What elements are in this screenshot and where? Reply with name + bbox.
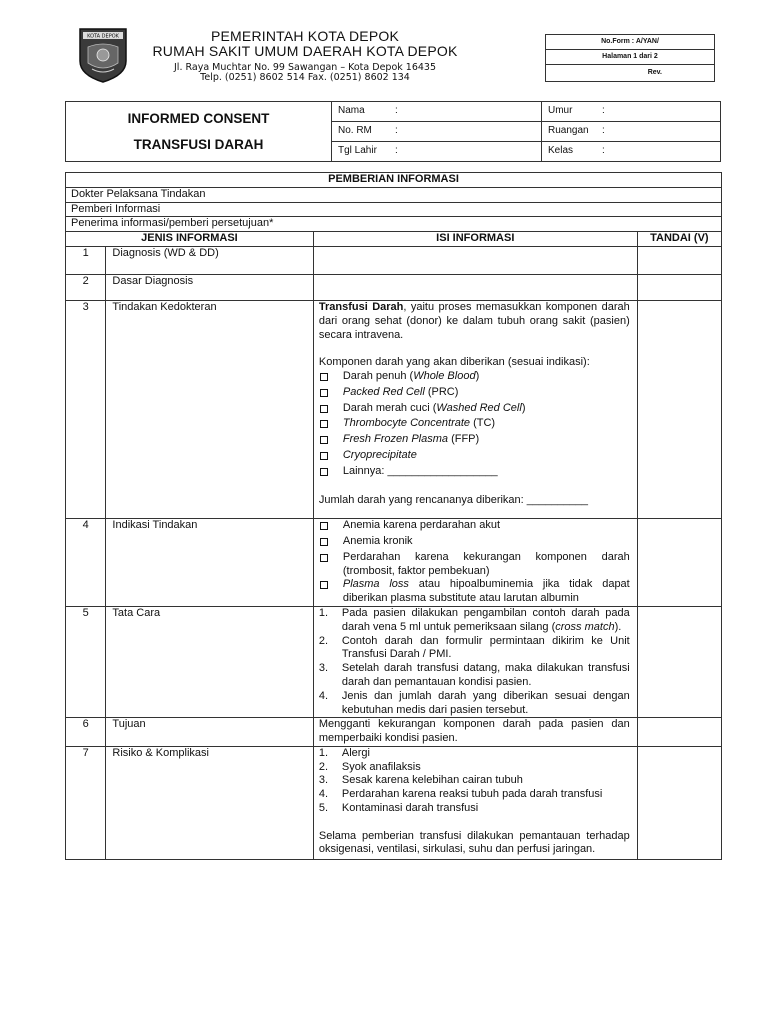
- table-row: [66, 300, 722, 518]
- list-text: Contoh darah dan formulir permintaan dikirim ke Unit Transfusi Darah / PMI.: [341, 634, 630, 661]
- row-jenis: Indikasi Tindakan: [106, 519, 313, 607]
- list-item: [319, 788, 630, 802]
- page-count: Halaman 1 dari 2: [546, 50, 715, 65]
- option-text: Darah merah cuci (: [342, 401, 437, 414]
- tgl-lahir-field[interactable]: [332, 142, 542, 162]
- monitoring-note: Selama pemberian transfusi dilakukan pemantauan terhadap oksigenasi, ventilasi, sirkulasi, suhu dan perfusi jaringan.: [318, 829, 630, 856]
- checkbox-icon[interactable]: [320, 538, 328, 546]
- list-item: [319, 761, 630, 775]
- form-title-line2: TRANSFUSI DARAH: [133, 136, 264, 152]
- ruangan-field[interactable]: [542, 122, 721, 142]
- letterhead-phone: Telp. (0251) 8602 514 Fax. (0251) 8602 134: [200, 72, 410, 84]
- nama-label: Nama: [338, 105, 365, 116]
- tindakan-name: Transfusi Darah: [318, 300, 404, 313]
- checkbox-icon[interactable]: [320, 373, 328, 381]
- letterhead-line1: PEMERINTAH KOTA DEPOK: [210, 28, 400, 44]
- row-isi: [313, 746, 637, 859]
- umur-label: Umur: [548, 105, 573, 116]
- row-jenis: Risiko & Komplikasi: [106, 746, 313, 859]
- list-item: [319, 635, 630, 663]
- checkbox-icon[interactable]: [320, 522, 328, 530]
- row-isi-input[interactable]: [313, 246, 637, 274]
- checkbox-icon[interactable]: [320, 468, 328, 476]
- checkbox-option[interactable]: [319, 386, 630, 402]
- section-title: PEMBERIAN INFORMASI: [66, 173, 722, 188]
- list-number: 5.: [318, 802, 329, 815]
- kelas-field[interactable]: [542, 142, 721, 162]
- tanda-cell[interactable]: [637, 246, 721, 274]
- checkbox-icon[interactable]: [320, 405, 328, 413]
- no-rm-label: No. RM: [338, 125, 372, 136]
- list-text: ).: [614, 620, 622, 633]
- row-jenis: Dasar Diagnosis: [106, 274, 313, 300]
- row-isi: Mengganti kekurangan komponen darah pada pasien dan memperbaiki kondisi pasien.: [313, 718, 637, 747]
- table-row: [66, 274, 722, 300]
- table-row: [66, 519, 722, 607]
- option-term: Packed Red Cell: [342, 385, 425, 398]
- row-number: 4: [66, 519, 106, 607]
- row-isi: [313, 519, 637, 607]
- list-text: Kontaminasi darah transfusi: [341, 802, 479, 815]
- row-number: 5: [66, 606, 106, 717]
- list-number: 3.: [318, 662, 329, 675]
- nama-colon: :: [395, 105, 398, 116]
- row-jenis: Tujuan: [106, 718, 313, 747]
- option-term: Thrombocyte Concentrate: [342, 417, 471, 430]
- checkbox-option[interactable]: [319, 519, 630, 535]
- option-text: Lainnya: __________________: [342, 464, 498, 477]
- option-text: Anemia kronik: [342, 534, 413, 547]
- option-term: Cryoprecipitate: [342, 448, 417, 461]
- list-text: Pada pasien dilakukan pengambilan contoh darah pada darah vena 5 ml untuk pemeriksaan silang (: [341, 606, 630, 633]
- checkbox-option[interactable]: [319, 465, 630, 481]
- option-text: Darah penuh (: [342, 369, 414, 382]
- option-term: Fresh Frozen Plasma: [342, 433, 449, 446]
- row-jenis: Tindakan Kedokteran: [106, 300, 313, 518]
- information-table: [65, 172, 722, 860]
- nama-field[interactable]: [332, 102, 542, 122]
- table-row: [66, 746, 722, 859]
- pemberi-informasi-row[interactable]: Pemberi Informasi: [66, 202, 722, 217]
- row-isi-input[interactable]: [313, 274, 637, 300]
- row-number: 2: [66, 274, 106, 300]
- list-number: 2.: [318, 760, 329, 773]
- tanda-cell[interactable]: [637, 606, 721, 717]
- col-header-tanda: TANDAI (V): [637, 232, 721, 247]
- kelas-colon: :: [602, 145, 605, 156]
- list-item: [319, 607, 630, 635]
- option-term: Plasma loss: [342, 578, 409, 591]
- row-isi: [313, 300, 637, 518]
- form-title-line1: INFORMED CONSENT: [127, 110, 270, 126]
- option-text: (PRC): [424, 385, 459, 398]
- tindakan-description: [319, 301, 630, 342]
- checkbox-option[interactable]: [319, 578, 630, 606]
- checkbox-icon[interactable]: [320, 452, 328, 460]
- list-text: Setelah darah transfusi datang, maka dilakukan transfusi darah dan pemantauan kondisi pasien.: [341, 662, 630, 688]
- checkbox-option[interactable]: [319, 449, 630, 465]
- revision: Rev.: [546, 65, 715, 82]
- penerima-informasi-row[interactable]: Penerima informasi/pemberi persetujuan*: [66, 217, 722, 232]
- letterhead: [130, 29, 480, 84]
- umur-field[interactable]: [542, 102, 721, 122]
- row-number: 7: [66, 746, 106, 859]
- logo-text: KOTA DEPOK: [87, 33, 119, 40]
- option-text: Perdarahan karena kekurangan komponen darah (trombosit, faktor pembekuan): [342, 550, 630, 577]
- list-term: cross match: [555, 620, 615, 633]
- checkbox-icon[interactable]: [320, 420, 328, 428]
- list-item: [319, 802, 630, 816]
- patient-identity-table: [65, 101, 721, 162]
- col-header-isi: ISI INFORMASI: [313, 232, 637, 247]
- tanda-cell[interactable]: [637, 718, 721, 747]
- list-text: Jenis dan jumlah darah yang diberikan sesuai dengan kebutuhan medis dari pasien tersebut.: [341, 689, 630, 716]
- table-row: [66, 606, 722, 717]
- option-text: atau hipoalbuminemia jika tidak dapat diberikan plasma substitute atau larutan albumin: [342, 578, 630, 605]
- list-number: 1.: [318, 606, 329, 619]
- tindakan-text: , yaitu proses memasukkan komponen darah dari orang sehat (donor) ke dalam tubuh orang sakit (pasien) secara intravena.: [318, 300, 630, 341]
- letterhead-address: Jl. Raya Muchtar No. 99 Sawangan – Kota Depok 16435: [174, 61, 436, 73]
- col-header-jenis: JENIS INFORMASI: [66, 232, 314, 247]
- ruangan-label: Ruangan: [548, 125, 589, 136]
- option-term: Washed Red Cell: [436, 401, 522, 414]
- list-text: Perdarahan karena reaksi tubuh pada darah transfusi: [341, 788, 603, 801]
- list-item: [319, 774, 630, 788]
- list-number: 1.: [318, 746, 329, 759]
- checkbox-icon[interactable]: [320, 436, 328, 444]
- row-number: 1: [66, 246, 106, 274]
- tanda-cell[interactable]: [637, 300, 721, 518]
- checkbox-option[interactable]: [319, 551, 630, 579]
- checkbox-option[interactable]: [319, 370, 630, 386]
- row-number: 6: [66, 718, 106, 747]
- tgl-lahir-label: Tgl Lahir: [338, 145, 377, 156]
- tanda-cell[interactable]: [637, 519, 721, 607]
- kelas-label: Kelas: [548, 145, 574, 156]
- option-text: ): [475, 369, 480, 382]
- row-isi: [313, 606, 637, 717]
- letterhead-line2: RUMAH SAKIT UMUM DAERAH KOTA DEPOK: [152, 43, 458, 60]
- checkbox-option[interactable]: [319, 402, 630, 418]
- checkbox-icon[interactable]: [320, 389, 328, 397]
- list-number: 3.: [318, 774, 329, 787]
- option-text: (FFP): [448, 433, 480, 446]
- form-title: [66, 102, 332, 162]
- checkbox-option[interactable]: [319, 417, 630, 433]
- checkbox-option[interactable]: [319, 535, 630, 551]
- row-jenis: Diagnosis (WD & DD): [106, 246, 313, 274]
- tanda-cell[interactable]: [637, 746, 721, 859]
- no-rm-colon: :: [395, 125, 398, 136]
- row-jenis: Tata Cara: [106, 606, 313, 717]
- komponen-intro: Komponen darah yang akan diberikan (sesuai indikasi):: [318, 356, 590, 369]
- list-number: 4.: [318, 689, 329, 702]
- umur-colon: :: [602, 105, 605, 116]
- list-item: [319, 747, 630, 761]
- jumlah-darah-field[interactable]: Jumlah darah yang rencananya diberikan: __________: [318, 494, 588, 507]
- tgl-lahir-colon: :: [395, 145, 398, 156]
- no-rm-field[interactable]: [332, 122, 542, 142]
- checkbox-icon[interactable]: [320, 581, 328, 589]
- option-text: Anemia karena perdarahan akut: [342, 519, 501, 532]
- dokter-pelaksana-row[interactable]: Dokter Pelaksana Tindakan: [66, 187, 722, 202]
- table-row: [66, 718, 722, 747]
- list-item: [319, 690, 630, 718]
- tanda-cell[interactable]: [637, 274, 721, 300]
- option-text: ): [521, 401, 526, 414]
- kota-depok-logo: [78, 27, 128, 83]
- ruangan-colon: :: [602, 125, 605, 136]
- option-term: Whole Blood: [413, 369, 476, 382]
- list-number: 4.: [318, 788, 329, 801]
- checkbox-icon[interactable]: [320, 554, 328, 562]
- form-number-box: [545, 34, 715, 82]
- list-item: [319, 662, 630, 690]
- table-row: [66, 246, 722, 274]
- list-text: Sesak karena kelebihan cairan tubuh: [341, 774, 523, 787]
- form-number: No.Form : A/YAN/: [546, 35, 715, 50]
- list-number: 2.: [318, 634, 329, 647]
- option-text: (TC): [470, 417, 496, 430]
- list-text: Alergi: [341, 746, 370, 759]
- list-text: Syok anafilaksis: [341, 760, 421, 773]
- checkbox-option[interactable]: [319, 433, 630, 449]
- row-number: 3: [66, 300, 106, 518]
